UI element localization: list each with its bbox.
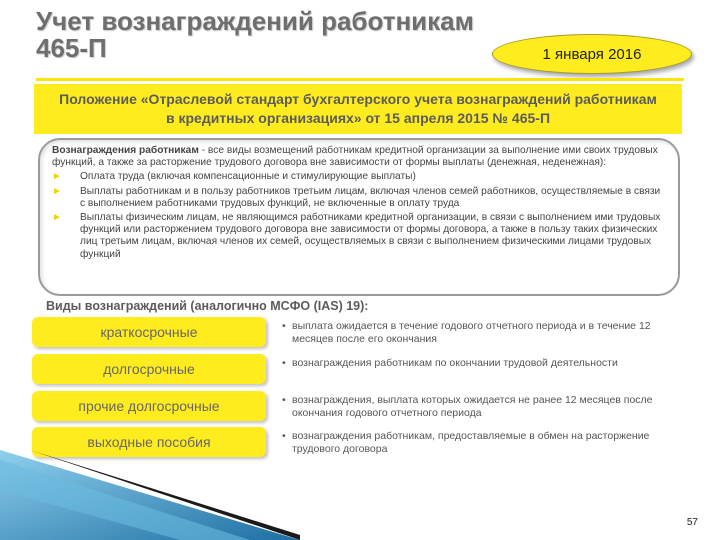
list-item-text: Выплаты работникам и в пользу работников третьим лицам, включая членов семей работников, осуществляемые в связи с выполнением работниками трудовых функций, не включенные в оплату труда [80,185,661,209]
title-line-2: 465-П [36,33,107,63]
regulation-text: Положение «Отраслевой стандарт бухгалтерского учета вознаграждений работникам в кредитных организациях» от 15 апреля 2015 № 465-П [59,91,657,126]
list-item [52,171,662,183]
type-description-text: выплата ожидается в течение годового отчетного периода и в течение 12 месяцев после его окончания [292,320,651,345]
definition-box [38,138,680,296]
type-box-other-long-term: прочие долгосрочные [32,391,266,421]
definition-text: - все виды возмещений работникам кредитной организации за выполнение ими своих трудовых функций, а также за расторжение трудового договора вне зависимости от формы выплаты (денежная, неденежная): [52,145,658,169]
regulation-banner [34,84,682,134]
bullet-dot-icon: • [282,357,286,369]
type-box-severance: выходные пособия [32,427,266,457]
arrow-bullet-icon: ► [52,185,62,197]
list-item [52,186,662,210]
type-box-short-term: краткосрочные [32,317,266,347]
header-divider [36,78,684,81]
bullet-dot-icon: • [282,430,286,442]
bullet-dot-icon: • [282,394,286,406]
definition-list [52,171,662,260]
type-description-text: вознаграждения работникам, предоставляемые в обмен на расторжение трудового договора [292,430,650,455]
page-number: 57 [686,517,698,528]
arrow-bullet-icon: ► [52,171,62,183]
slide-title [36,8,496,62]
type-description [282,394,692,420]
type-box-long-term: долгосрочные [32,354,266,384]
type-description [282,320,692,346]
title-line-1: Учет вознаграждений работникам [36,6,474,36]
type-description-text: вознаграждения работникам по окончании трудовой деятельности [292,357,618,369]
date-badge: 1 января 2016 [492,34,692,74]
arrow-bullet-icon: ► [52,212,62,224]
bullet-dot-icon: • [282,320,286,332]
types-title: Виды вознаграждений (аналогично МСФО (IAS) 19): [46,299,369,313]
corner-decoration [0,450,300,540]
type-description [282,357,692,370]
definition-term: Вознаграждения работникам [52,145,199,156]
type-description-text: вознаграждения, выплата которых ожидается не ранее 12 месяцев после окончания годового отчетного периода [292,394,653,419]
definition-intro [52,145,662,169]
list-item-text: Выплаты физическим лицам, не являющимся работниками кредитной организации, в связи с выполнением ими трудовых функций или расторжением трудового договора вне зависимости от формы договора, а также в пользу таких физических лиц третьим лицам, включая членов их семей, осуществляемых в связи с выполнением физическими лицами трудовых функций [80,212,661,260]
type-description [282,430,692,456]
list-item-text: Оплата труда (включая компенсационные и стимулирующие выплаты) [80,171,416,183]
list-item [52,212,662,261]
